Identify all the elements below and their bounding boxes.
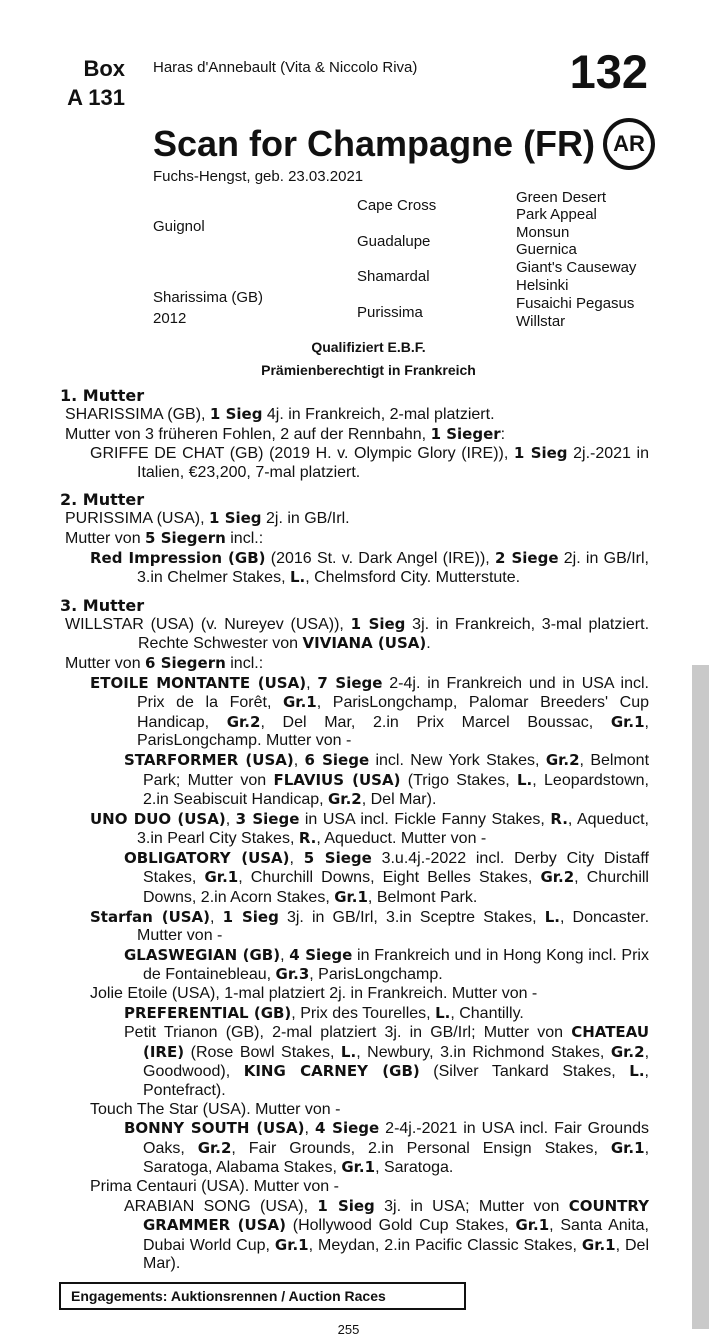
bold-text: 1 Sieg [513, 444, 568, 463]
pedigree-great-grandparent: Fusaichi Pegasus [516, 295, 635, 312]
progeny-entry [60, 674, 649, 751]
text: ARABIAN SONG (USA), [124, 1197, 318, 1215]
text: (Hollywood Gold Cup Stakes, [285, 1217, 516, 1235]
bold-text: Gr.2 [545, 750, 580, 769]
progeny-entry [60, 425, 649, 445]
bold-text: 1 Sieg [209, 405, 263, 423]
text: : [500, 425, 506, 443]
text: incl. New York Stakes, [369, 751, 546, 769]
bold-text: R. [298, 829, 317, 848]
lot-number: 132 [569, 45, 648, 98]
progeny-entry [60, 549, 649, 588]
text: SHARISSIMA (GB), [65, 406, 210, 423]
bold-text: Gr.1 [274, 1235, 309, 1254]
bold-text: KING CARNEY (GB) [243, 1062, 420, 1081]
box-label [40, 54, 125, 112]
text: (Rose Bowl Stakes, [184, 1043, 341, 1061]
text: in USA incl. Fickle Fanny Stakes, [299, 810, 551, 828]
text: Touch The Star (USA). Mutter von - [90, 1100, 341, 1118]
text: (Silver Tankard Stakes, [419, 1063, 630, 1081]
text: Mutter von 3 früheren Fohlen, 2 auf der Rennbahn, [65, 425, 431, 443]
text: , Del Mar). [361, 791, 437, 809]
text: PURISSIMA (USA), [65, 510, 210, 528]
bold-text: Gr.1 [334, 888, 368, 907]
text: 2-4j.-2021 in USA incl. Fair Grounds Oaks, [143, 1120, 650, 1157]
text: , Chantilly. [450, 1004, 524, 1022]
pedigree-great-grandparent: Helsinki [516, 277, 569, 294]
bold-text: CHATEAU (IRE) [143, 1023, 649, 1061]
ar-badge-icon: AR [603, 118, 655, 170]
bold-text: Gr.1 [283, 693, 317, 712]
bold-text: PREFERENTIAL (GB) [124, 1003, 292, 1022]
text: (2016 St. v. Dark Angel (IRE)), [265, 549, 495, 567]
bold-text: L. [629, 1062, 645, 1081]
text: 3.u.4j.-2022 incl. Derby City Distaff Stakes, [143, 849, 649, 887]
progeny-entry [60, 509, 649, 529]
bold-text: ETOILE MONTANTE (USA) [90, 673, 307, 692]
pedigree-dam-year: 2012 [153, 310, 187, 327]
engagements-box [59, 1282, 466, 1310]
text: (Trigo Stakes, [400, 771, 517, 789]
text: , Doncaster. Mutter von - [137, 908, 650, 945]
progeny-entry [60, 615, 649, 654]
qualification-premium: Prämienberechtigt in Frankreich [261, 362, 476, 378]
pedigree-grandparent: Cape Cross [357, 197, 437, 214]
pedigree-great-grandparent: Green Desert [516, 189, 607, 206]
text: , [306, 674, 318, 692]
bold-text: Gr.1 [581, 1235, 616, 1254]
pedigree-great-grandparent: Giant's Causeway [516, 259, 637, 276]
text: 2j. in GB/Irl, 3.in Chelmer Stakes, [137, 549, 649, 587]
progeny-entry [60, 1101, 649, 1120]
bold-text: 5 Siegern [145, 528, 226, 547]
progeny-entry [60, 985, 649, 1004]
text: , Churchill Downs, 2.in Acorn Stakes, [143, 869, 649, 907]
bold-text: L. [516, 770, 533, 789]
bold-text: 7 Siege [317, 673, 383, 692]
bold-text: Gr.2 [540, 868, 575, 887]
bold-text: Red Impression (GB) [90, 548, 266, 567]
section-1-mutter [60, 386, 649, 482]
text: Petit Trianon (GB), 2-mal platziert 3j. in GB/Irl; Mutter von [124, 1024, 572, 1042]
text: 3j. in Frankreich, 3-mal platziert. Rechte Schwester von [138, 615, 650, 653]
bold-text: 4 Siege [289, 945, 353, 964]
bold-text: Gr.2 [226, 712, 261, 731]
scrollbar[interactable] [692, 665, 709, 1329]
section-heading: 3. Mutter [60, 595, 145, 615]
bold-text: Gr.1 [610, 1138, 645, 1157]
text: , Belmont Park. [367, 889, 478, 907]
consignor: Haras d'Annebault (Vita & Niccolo Riva) [153, 59, 418, 76]
section-3-mutter [60, 596, 649, 1274]
text: Mutter von [65, 654, 146, 672]
section-heading: 1. Mutter [60, 386, 145, 405]
text: 2j. in GB/Irl. [261, 510, 350, 528]
bold-text: BONNY SOUTH (USA) [124, 1119, 305, 1138]
bold-text: L. [340, 1042, 357, 1061]
progeny-entry [60, 751, 649, 810]
bold-text: 6 Siege [304, 750, 370, 769]
text: , Leopardstown, 2.in Seabiscuit Handicap, [143, 771, 649, 809]
progeny-entry [60, 1004, 649, 1024]
bold-text: Gr.2 [610, 1042, 645, 1061]
pedigree-sire: Guignol [153, 218, 205, 235]
progeny-entry [60, 444, 649, 482]
horse-name: Scan for Champagne (FR) [153, 123, 596, 164]
text: , Churchill Downs, Eight Belles Stakes, [238, 869, 541, 887]
bold-text: Gr.2 [328, 790, 362, 809]
text: Prima Centauri (USA). Mutter von - [90, 1177, 339, 1195]
bold-text: 2 Siege [495, 548, 559, 567]
engagements-label: Engagements: Auktionsrennen / Auction Races [71, 1287, 386, 1304]
bold-text: GLASWEGIAN (GB) [124, 945, 281, 964]
text: , Saratoga, Alabama Stakes, [143, 1139, 650, 1177]
text: incl.: [225, 529, 264, 547]
bold-text: L. [435, 1003, 451, 1022]
text: , [225, 810, 236, 828]
bold-text: COUNTRY GRAMMER (USA) [143, 1196, 650, 1235]
text: , [293, 751, 305, 769]
section-2-mutter [60, 490, 649, 587]
bold-text: 4 Siege [314, 1119, 380, 1138]
bold-text: Gr.1 [610, 712, 645, 731]
text: . [426, 635, 431, 653]
pedigree-grandparent: Guadalupe [357, 233, 431, 250]
progeny-entry [60, 654, 649, 674]
bold-text: VIVIANA (USA) [302, 634, 427, 653]
bold-text: 1 Sieg [209, 509, 262, 528]
text: , Meydan, 2.in Pacific Classic Stakes, [308, 1236, 582, 1254]
pedigree-grandparent: Shamardal [357, 268, 430, 285]
text: , Aqueduct, 3.in Pearl City Stakes, [137, 810, 649, 848]
pedigree-great-grandparent: Monsun [516, 224, 570, 241]
qualification-ebf: Qualifiziert E.B.F. [311, 339, 426, 355]
bold-text: Gr.2 [197, 1138, 232, 1157]
bold-text: STARFORMER (USA) [124, 750, 294, 769]
text: , Aqueduct. Mutter von - [316, 830, 487, 848]
text: 3j. in GB/Irl, 3.in Sceptre Stakes, [278, 908, 545, 926]
progeny-entry [60, 1197, 649, 1274]
text: , Chelmsford City. Mutterstute. [305, 569, 521, 587]
text: Jolie Etoile (USA), 1-mal platziert 2j. in Frankreich. Mutter von - [90, 985, 538, 1003]
pedigree-dam: Sharissima (GB) [153, 289, 264, 306]
bold-text: 1 Sieg [317, 1196, 375, 1215]
pedigree-grandparent: Purissima [357, 304, 423, 321]
pedigree-great-grandparent: Guernica [516, 241, 577, 258]
text: , [289, 849, 304, 867]
progeny-entry [60, 946, 649, 985]
pedigree-great-grandparent: Park Appeal [516, 206, 597, 223]
text: Mutter von [65, 529, 146, 547]
progeny-entry [60, 1023, 649, 1100]
text: , ParisLongchamp, Palomar Breeders' Cup Handicap, [137, 694, 649, 731]
bold-text: Gr.1 [515, 1216, 550, 1235]
bold-text: UNO DUO (USA) [90, 809, 226, 828]
bold-text: Gr.1 [341, 1158, 376, 1177]
text: , Fair Grounds, 2.in Personal Ensign Stakes, [231, 1139, 611, 1157]
box-title: Box [83, 56, 125, 81]
text: WILLSTAR (USA) (v. Nureyev (USA)), [65, 615, 351, 633]
text: , [210, 908, 223, 926]
text: , ParisLongchamp. Mutter von - [137, 713, 649, 750]
bold-text: OBLIGATORY (USA) [124, 848, 290, 867]
bold-text: 1 Sieger [430, 424, 501, 443]
section-heading: 2. Mutter [60, 490, 145, 510]
text: incl.: [225, 654, 264, 672]
bold-text: 1 Sieg [350, 614, 406, 633]
box-number: A 131 [67, 85, 125, 110]
bold-text: R. [550, 809, 568, 828]
text: , Pontefract). [143, 1063, 649, 1099]
text: , [304, 1120, 315, 1138]
text: , Del Mar). [143, 1236, 649, 1273]
horse-description: Fuchs-Hengst, geb. 23.03.2021 [153, 168, 364, 185]
bold-text: 6 Siegern [145, 653, 226, 672]
bold-text: L. [289, 568, 306, 587]
bold-text: 3 Siege [235, 809, 300, 828]
text: , Santa Anita, Dubai World Cup, [143, 1217, 649, 1254]
page-number: 255 [337, 1321, 360, 1337]
text: , Del Mar, 2.in Prix Marcel Boussac, [260, 713, 611, 731]
progeny-entry [60, 1178, 649, 1197]
text: , Newbury, 3.in Richmond Stakes, [356, 1043, 611, 1061]
progeny-entry [60, 849, 649, 908]
bold-text: 5 Siege [303, 848, 372, 867]
text: 4j. in Frankreich, 2-mal platziert. [262, 406, 495, 423]
bold-text: Gr.3 [275, 965, 310, 984]
dam-line [60, 386, 649, 1337]
pedigree-great-grandparent: Willstar [516, 313, 566, 330]
text: , Saratoga. [375, 1159, 454, 1177]
progeny-entry [60, 908, 649, 946]
progeny-entry [60, 810, 649, 849]
text: 3j. in USA; Mutter von [374, 1197, 569, 1215]
bold-text: L. [544, 907, 560, 926]
text: in Frankreich und in Hong Kong incl. Prix de Fontainebleau, [143, 946, 649, 984]
text: , ParisLongchamp. [309, 966, 443, 984]
text: GRIFFE DE CHAT (GB) (2019 H. v. Olympic Glory (IRE)), [90, 445, 514, 463]
progeny-entry [60, 529, 649, 549]
bold-text: FLAVIUS (USA) [273, 770, 401, 789]
text: , Belmont Park; Mutter von [143, 751, 650, 789]
title-row [153, 118, 655, 170]
text: , [280, 946, 290, 964]
bold-text: 1 Sieg [222, 907, 279, 926]
bold-text: Gr.1 [204, 868, 239, 887]
progeny-entry [60, 1119, 649, 1178]
text: 2-4j. in Frankreich und in USA incl. Prix de la Forêt, [137, 674, 650, 712]
text: , Prix des Tourelles, [291, 1004, 436, 1022]
bold-text: Starfan (USA) [90, 907, 211, 926]
progeny-entry [60, 405, 649, 425]
text: 2j.-2021 in Italien, €23,200, 7-mal platziert. [137, 445, 649, 481]
text: , Goodwood), [143, 1043, 650, 1081]
